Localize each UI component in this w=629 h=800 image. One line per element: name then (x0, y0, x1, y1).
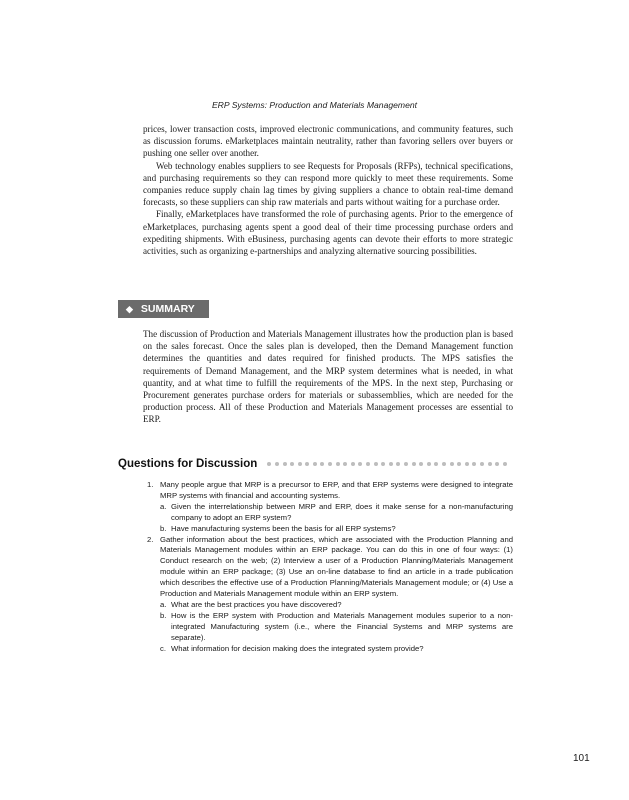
sub-question-text: How is the ERP system with Production and Materials Management modules superior to a non-integrated Manufacturing system (i.e., where the Financial Systems and MRP systems are separate). (171, 610, 513, 642)
sub-question (160, 600, 513, 611)
sub-question-text: Have manufacturing systems been the basis for all ERP systems? (171, 523, 396, 533)
sub-question-letter: a. (160, 599, 167, 609)
questions-list (147, 480, 513, 655)
summary-text (143, 328, 513, 426)
sub-question (160, 524, 513, 535)
question-number: 1. (147, 480, 154, 489)
sub-question-letter: a. (160, 501, 167, 511)
body-paragraph: Web technology enables suppliers to see Requests for Proposals (RFPs), technical specifications, and purchasing requirements so they can respond more quickly to meet these requirements. Some companies reduce supply chain lag times by giving suppliers a chance to obtain real-time demand forecasts, so these suppliers can ship raw materials and parts without waiting for a purchase order. (143, 160, 513, 208)
question-number: 2. (147, 534, 154, 544)
sub-question-letter: b. (160, 523, 167, 533)
summary-paragraph: The discussion of Production and Materials Management illustrates how the production plan is based on the sales forecast. Once the sales plan is developed, then the Demand Management function determines the quantities and dates required for finished products. The MPS satisfies the requirements of Demand Management, and the MRP system determines what is needed, in what quantity, and at what time to fulfill the requirements of the MPS. In the next step, Purchasing or Procurement generates purchase orders for materials or subassemblies, which are needed for the production process. All of these Production and Materials Management processes are essential to ERP. (143, 329, 513, 425)
question-text: Many people argue that MRP is a precursor to ERP, and that ERP systems were designed to integrate MRP systems with financial and accounting systems. (160, 480, 513, 500)
sub-question-letter: b. (160, 610, 167, 620)
summary-heading-label: SUMMARY (140, 303, 195, 315)
body-text (143, 123, 513, 257)
sub-question (160, 502, 513, 524)
sub-question-text: Given the interrelationship between MRP and ERP, does it make sense for a non-manufacturing company to adopt an ERP system? (171, 501, 513, 522)
sub-question (160, 644, 513, 655)
body-paragraph: prices, lower transaction costs, improved electronic communications, and community features, such as discussion forums. eMarketplaces maintain neutrality, rather than favoring sellers over buyers or pushing one seller over another. (143, 124, 513, 159)
question-item (147, 535, 513, 655)
question-item (147, 480, 513, 535)
page-number: 101 (573, 753, 590, 764)
summary-heading (118, 300, 209, 318)
body-paragraph: Finally, eMarketplaces have transformed the role of purchasing agents. Prior to the emergence of eMarketplaces, purchasing agents spent a good deal of their time processing purchase orders and expediting shipments. With eBusiness, purchasing agents can devote their efforts to more strategic activities, such as organizing e-partnerships and analyzing alternative sourcing possibilities. (143, 209, 513, 257)
sub-question-letter: c. (160, 643, 166, 653)
running-header: ERP Systems: Production and Materials Management (211, 100, 418, 110)
questions-heading-title: Questions for Discussion (118, 458, 258, 470)
diamond-icon: ◆ (126, 303, 133, 314)
question-text: Gather information about the best practices, which are associated with the Production Planning and Materials Management modules within an ERP package. You can do this in one of four ways: (1) Conduct research on the web; (2) Interview a user of a Production Planning/Materials Management module within an ERP package; (3) Use an on-line database to find an article in a trade publication which describes the effective use of a Production Planning/Materials Management module; or (4) Use a Production and Materials Management module within an ERP system. (160, 534, 513, 599)
sub-question-text: What information for decision making does the integrated system provide? (171, 643, 424, 653)
sub-question-text: What are the best practices you have discovered? (171, 599, 342, 609)
dotted-rule (267, 462, 506, 466)
sub-question (160, 611, 513, 644)
questions-heading (118, 458, 514, 470)
